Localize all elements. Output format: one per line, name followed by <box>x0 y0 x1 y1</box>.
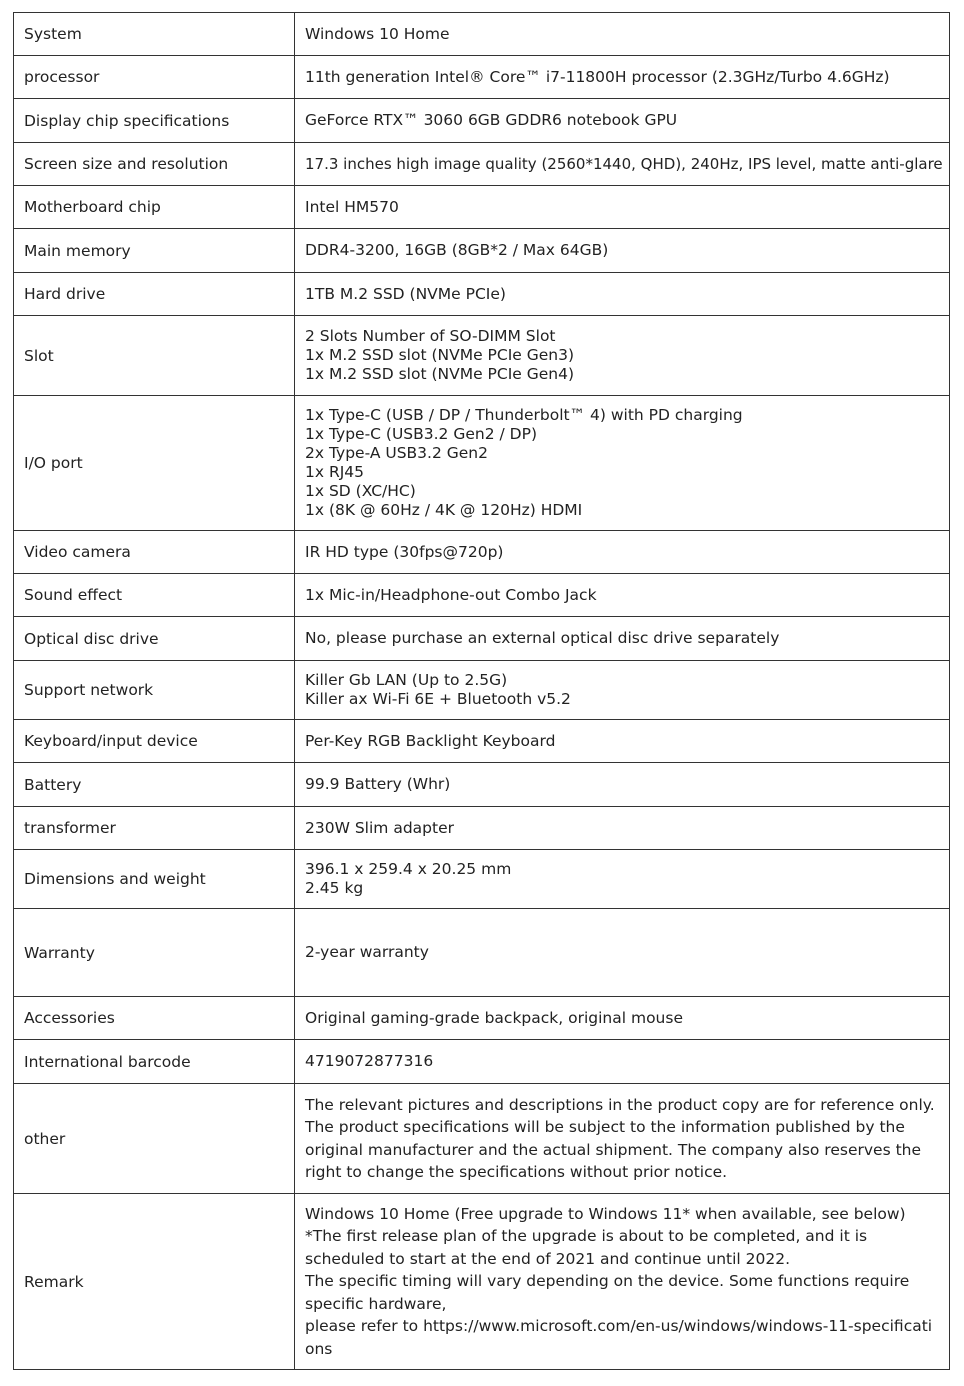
spec-label: processor <box>14 56 295 99</box>
spec-label: Slot <box>14 316 295 396</box>
spec-value-line: 1TB M.2 SSD (NVMe PCIe) <box>305 284 506 303</box>
spec-value <box>295 531 950 574</box>
spec-value-line: 2-year warranty <box>305 943 429 961</box>
spec-label: Main memory <box>14 229 295 273</box>
spec-label: Video camera <box>14 531 295 574</box>
table-row <box>14 143 950 186</box>
table-row <box>14 1040 950 1084</box>
spec-value <box>295 807 950 850</box>
spec-value-line: 2x Type-A USB3.2 Gen2 <box>305 444 488 462</box>
spec-value <box>295 396 950 531</box>
spec-value <box>295 13 950 56</box>
spec-value-line: 11th generation Intel® Core™ i7-11800H processor (2.3GHz/Turbo 4.6GHz) <box>305 67 890 86</box>
table-row <box>14 273 950 316</box>
spec-label: Warranty <box>14 909 295 997</box>
table-row <box>14 997 950 1040</box>
spec-label: Display chip specifications <box>14 99 295 143</box>
spec-value-line: 17.3 inches high image quality (2560*1440, QHD), 240Hz, IPS level, matte anti-glare <box>305 154 943 173</box>
spec-value-line: 1x M.2 SSD slot (NVMe PCIe Gen4) <box>305 365 575 383</box>
spec-label: Support network <box>14 661 295 720</box>
spec-value-line: Intel HM570 <box>305 197 399 216</box>
spec-value-line: 1x Type-C (USB / DP / Thunderbolt™ 4) with PD charging <box>305 406 743 424</box>
table-row <box>14 56 950 99</box>
spec-value-paragraph: Windows 10 Home (Free upgrade to Windows 11* when available, see below) <box>305 1204 906 1223</box>
spec-value-line: Killer Gb LAN (Up to 2.5G) <box>305 671 508 689</box>
spec-value-line: No, please purchase an external optical disc drive separately <box>305 629 780 647</box>
spec-value <box>295 99 950 143</box>
table-row <box>14 1084 950 1194</box>
table-row <box>14 229 950 273</box>
spec-value-line: 4719072877316 <box>305 1052 434 1070</box>
spec-value <box>295 143 950 186</box>
spec-value-line: Killer ax Wi-Fi 6E + Bluetooth v5.2 <box>305 690 571 708</box>
spec-label: Keyboard/input device <box>14 720 295 763</box>
table-row <box>14 186 950 229</box>
table-row <box>14 807 950 850</box>
spec-value <box>295 997 950 1040</box>
spec-value-line: 230W Slim adapter <box>305 818 454 837</box>
spec-value-line: Per-Key RGB Backlight Keyboard <box>305 731 556 750</box>
spec-value-paragraph: please refer to https://www.microsoft.com/en-us/windows/windows-11-specifications <box>305 1317 933 1358</box>
spec-value-line: 1x M.2 SSD slot (NVMe PCIe Gen3) <box>305 346 575 364</box>
spec-value <box>295 909 950 997</box>
table-row <box>14 99 950 143</box>
spec-label: Motherboard chip <box>14 186 295 229</box>
table-row <box>14 396 950 531</box>
spec-value <box>295 1194 950 1370</box>
spec-value-line: 1x (8K @ 60Hz / 4K @ 120Hz) HDMI <box>305 501 583 519</box>
spec-value-line: 1x SD (XC/HC) <box>305 482 416 500</box>
spec-value-line: Windows 10 Home <box>305 24 450 43</box>
table-row <box>14 909 950 997</box>
spec-value <box>295 229 950 273</box>
spec-label: International barcode <box>14 1040 295 1084</box>
spec-label: Accessories <box>14 997 295 1040</box>
spec-label: Screen size and resolution <box>14 143 295 186</box>
spec-label: Dimensions and weight <box>14 850 295 909</box>
spec-value <box>295 316 950 396</box>
spec-label: Sound effect <box>14 574 295 617</box>
spec-value <box>295 850 950 909</box>
table-row <box>14 531 950 574</box>
spec-value-paragraph: The specific timing will vary depending on the device. Some functions require specific hardware, <box>305 1272 910 1313</box>
spec-value <box>295 720 950 763</box>
spec-value <box>295 56 950 99</box>
spec-value-line: DDR4-3200, 16GB (8GB*2 / Max 64GB) <box>305 241 609 259</box>
spec-label: Battery <box>14 763 295 807</box>
spec-value <box>295 273 950 316</box>
spec-label: transformer <box>14 807 295 850</box>
spec-value <box>295 763 950 807</box>
spec-value-line: IR HD type (30fps@720p) <box>305 542 504 561</box>
spec-table <box>13 12 950 1370</box>
table-row <box>14 13 950 56</box>
spec-value-line: 1x Mic-in/Headphone-out Combo Jack <box>305 585 597 604</box>
spec-value-line: 2.45 kg <box>305 879 364 897</box>
spec-value <box>295 1040 950 1084</box>
spec-label: Hard drive <box>14 273 295 316</box>
spec-label: other <box>14 1084 295 1194</box>
table-row <box>14 763 950 807</box>
spec-value-paragraph: The relevant pictures and descriptions in the product copy are for reference only. The product specifications will be subject to the information published by the original manufacturer and the actual shipment. The company also reserves the right to change the specifications without prior notice. <box>305 1095 935 1181</box>
table-row <box>14 1194 950 1370</box>
spec-value-line: 396.1 x 259.4 x 20.25 mm <box>305 860 512 878</box>
table-row <box>14 661 950 720</box>
spec-value-line: 1x RJ45 <box>305 463 365 481</box>
spec-value <box>295 574 950 617</box>
table-row <box>14 850 950 909</box>
spec-value <box>295 661 950 720</box>
spec-label: Optical disc drive <box>14 617 295 661</box>
spec-value <box>295 1084 950 1194</box>
spec-value-line: GeForce RTX™ 3060 6GB GDDR6 notebook GPU <box>305 111 678 129</box>
table-row <box>14 316 950 396</box>
spec-value-line: Original gaming-grade backpack, original mouse <box>305 1008 683 1027</box>
spec-value-paragraph: *The first release plan of the upgrade is about to be completed, and it is scheduled to start at the end of 2021 and continue until 2022. <box>305 1227 868 1268</box>
spec-value-line: 99.9 Battery (Whr) <box>305 775 451 793</box>
spec-label: I/O port <box>14 396 295 531</box>
spec-value <box>295 617 950 661</box>
spec-label: System <box>14 13 295 56</box>
table-row <box>14 617 950 661</box>
spec-label: Remark <box>14 1194 295 1370</box>
spec-value <box>295 186 950 229</box>
table-row <box>14 720 950 763</box>
spec-value-line: 1x Type-C (USB3.2 Gen2 / DP) <box>305 425 537 443</box>
spec-value-line: 2 Slots Number of SO-DIMM Slot <box>305 327 556 345</box>
table-row <box>14 574 950 617</box>
